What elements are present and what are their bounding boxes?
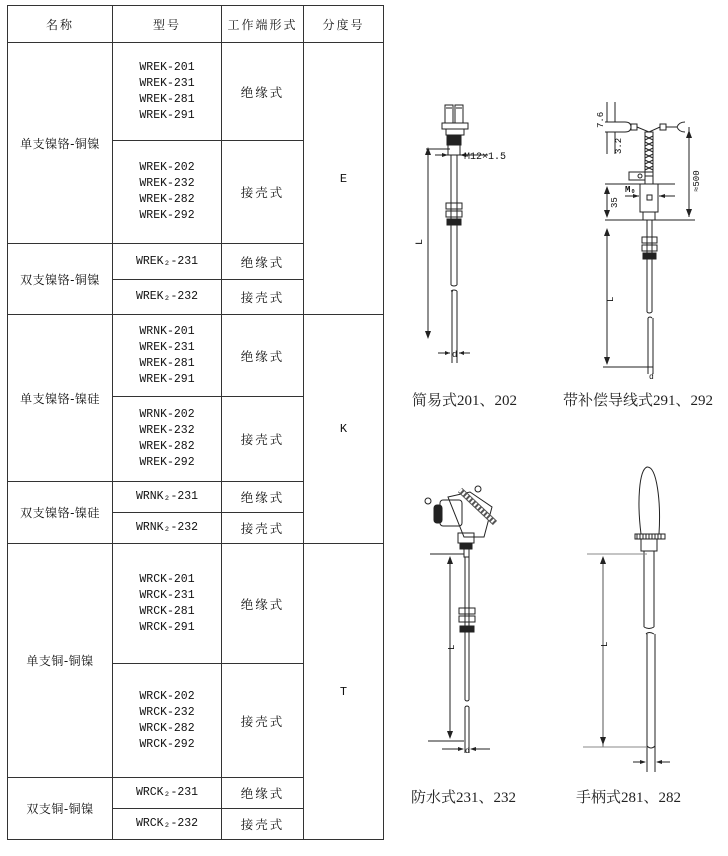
header-name: 名称 <box>8 6 113 43</box>
type-cell: 接壳式 <box>222 664 304 778</box>
mount-label: M₀ <box>625 185 636 195</box>
model-cell: WREK₂-231 <box>113 244 222 280</box>
height-label: 35 <box>610 197 620 208</box>
model-cell: WRNK-201 WREK-231 WREK-281 WREK-291 <box>113 315 222 397</box>
length-label: L <box>415 238 426 245</box>
simple-thermocouple-diagram <box>400 95 530 375</box>
type-cell: 接壳式 <box>222 280 304 315</box>
wire-length-label: ≈500 <box>692 170 702 192</box>
model-cell: WRCK-202 WRCK-232 WRCK-282 WRCK-292 <box>113 664 222 778</box>
name-cell: 单支铜-铜镍 <box>8 544 113 778</box>
type-cell: 接壳式 <box>222 809 304 840</box>
handle-thermocouple-diagram <box>575 462 685 782</box>
length-label: L <box>447 644 457 650</box>
type-cell: 绝缘式 <box>222 482 304 513</box>
type-cell: 绝缘式 <box>222 544 304 664</box>
dim-7-6-label: 7.6 <box>596 111 606 128</box>
model-cell: WRNK-202 WREK-232 WREK-282 WREK-292 <box>113 397 222 482</box>
type-cell: 绝缘式 <box>222 43 304 141</box>
model-cell: WRCK₂-232 <box>113 809 222 840</box>
diameter-label: d <box>649 373 654 382</box>
table-row <box>8 315 384 397</box>
model-cell: WRNK₂-232 <box>113 513 222 544</box>
header-model: 型号 <box>113 6 222 43</box>
length-label: L <box>606 296 616 302</box>
name-cell: 单支镍铬-镍硅 <box>8 315 113 482</box>
caption-simple: 简易式201、202 <box>412 393 518 409</box>
model-cell: WREK₂-232 <box>113 280 222 315</box>
name-cell: 双支铜-铜镍 <box>8 778 113 840</box>
table-row <box>8 544 384 664</box>
graduation-cell: K <box>304 315 384 544</box>
type-cell: 绝缘式 <box>222 315 304 397</box>
type-cell: 接壳式 <box>222 397 304 482</box>
table-row <box>8 43 384 141</box>
type-cell: 绝缘式 <box>222 244 304 280</box>
caption-compensating-wire: 带补偿导线式291、292 <box>563 393 714 409</box>
name-cell: 单支镍铬-铜镍 <box>8 43 113 244</box>
compensating-wire-diagram <box>585 92 725 382</box>
model-cell: WRCK-201 WRCK-231 WRCK-281 WRCK-291 <box>113 544 222 664</box>
dim-3-2-label: 3.2 <box>614 137 624 154</box>
thread-label: M12×1.5 <box>464 152 507 163</box>
length-label: L <box>600 641 610 647</box>
header-graduation: 分度号 <box>304 6 384 43</box>
type-cell: 接壳式 <box>222 141 304 244</box>
graduation-cell: E <box>304 43 384 315</box>
model-cell: WREK-201 WREK-231 WREK-281 WREK-291 <box>113 43 222 141</box>
caption-handle: 手柄式281、282 <box>576 790 682 806</box>
spec-table <box>7 5 384 840</box>
name-cell: 双支镍铬-铜镍 <box>8 244 113 315</box>
model-cell: WREK-202 WREK-232 WREK-282 WREK-292 <box>113 141 222 244</box>
type-cell: 绝缘式 <box>222 778 304 809</box>
diameter-label: d <box>465 747 470 756</box>
waterproof-thermocouple-diagram <box>420 485 520 765</box>
header-work-end: 工作端形式 <box>222 6 304 43</box>
model-cell: WRCK₂-231 <box>113 778 222 809</box>
graduation-cell: T <box>304 544 384 840</box>
model-cell: WRNK₂-231 <box>113 482 222 513</box>
name-cell: 双支镍铬-镍硅 <box>8 482 113 544</box>
type-cell: 接壳式 <box>222 513 304 544</box>
table-header-row <box>8 6 384 43</box>
caption-waterproof: 防水式231、232 <box>411 790 517 806</box>
diameter-label: d <box>452 350 458 360</box>
